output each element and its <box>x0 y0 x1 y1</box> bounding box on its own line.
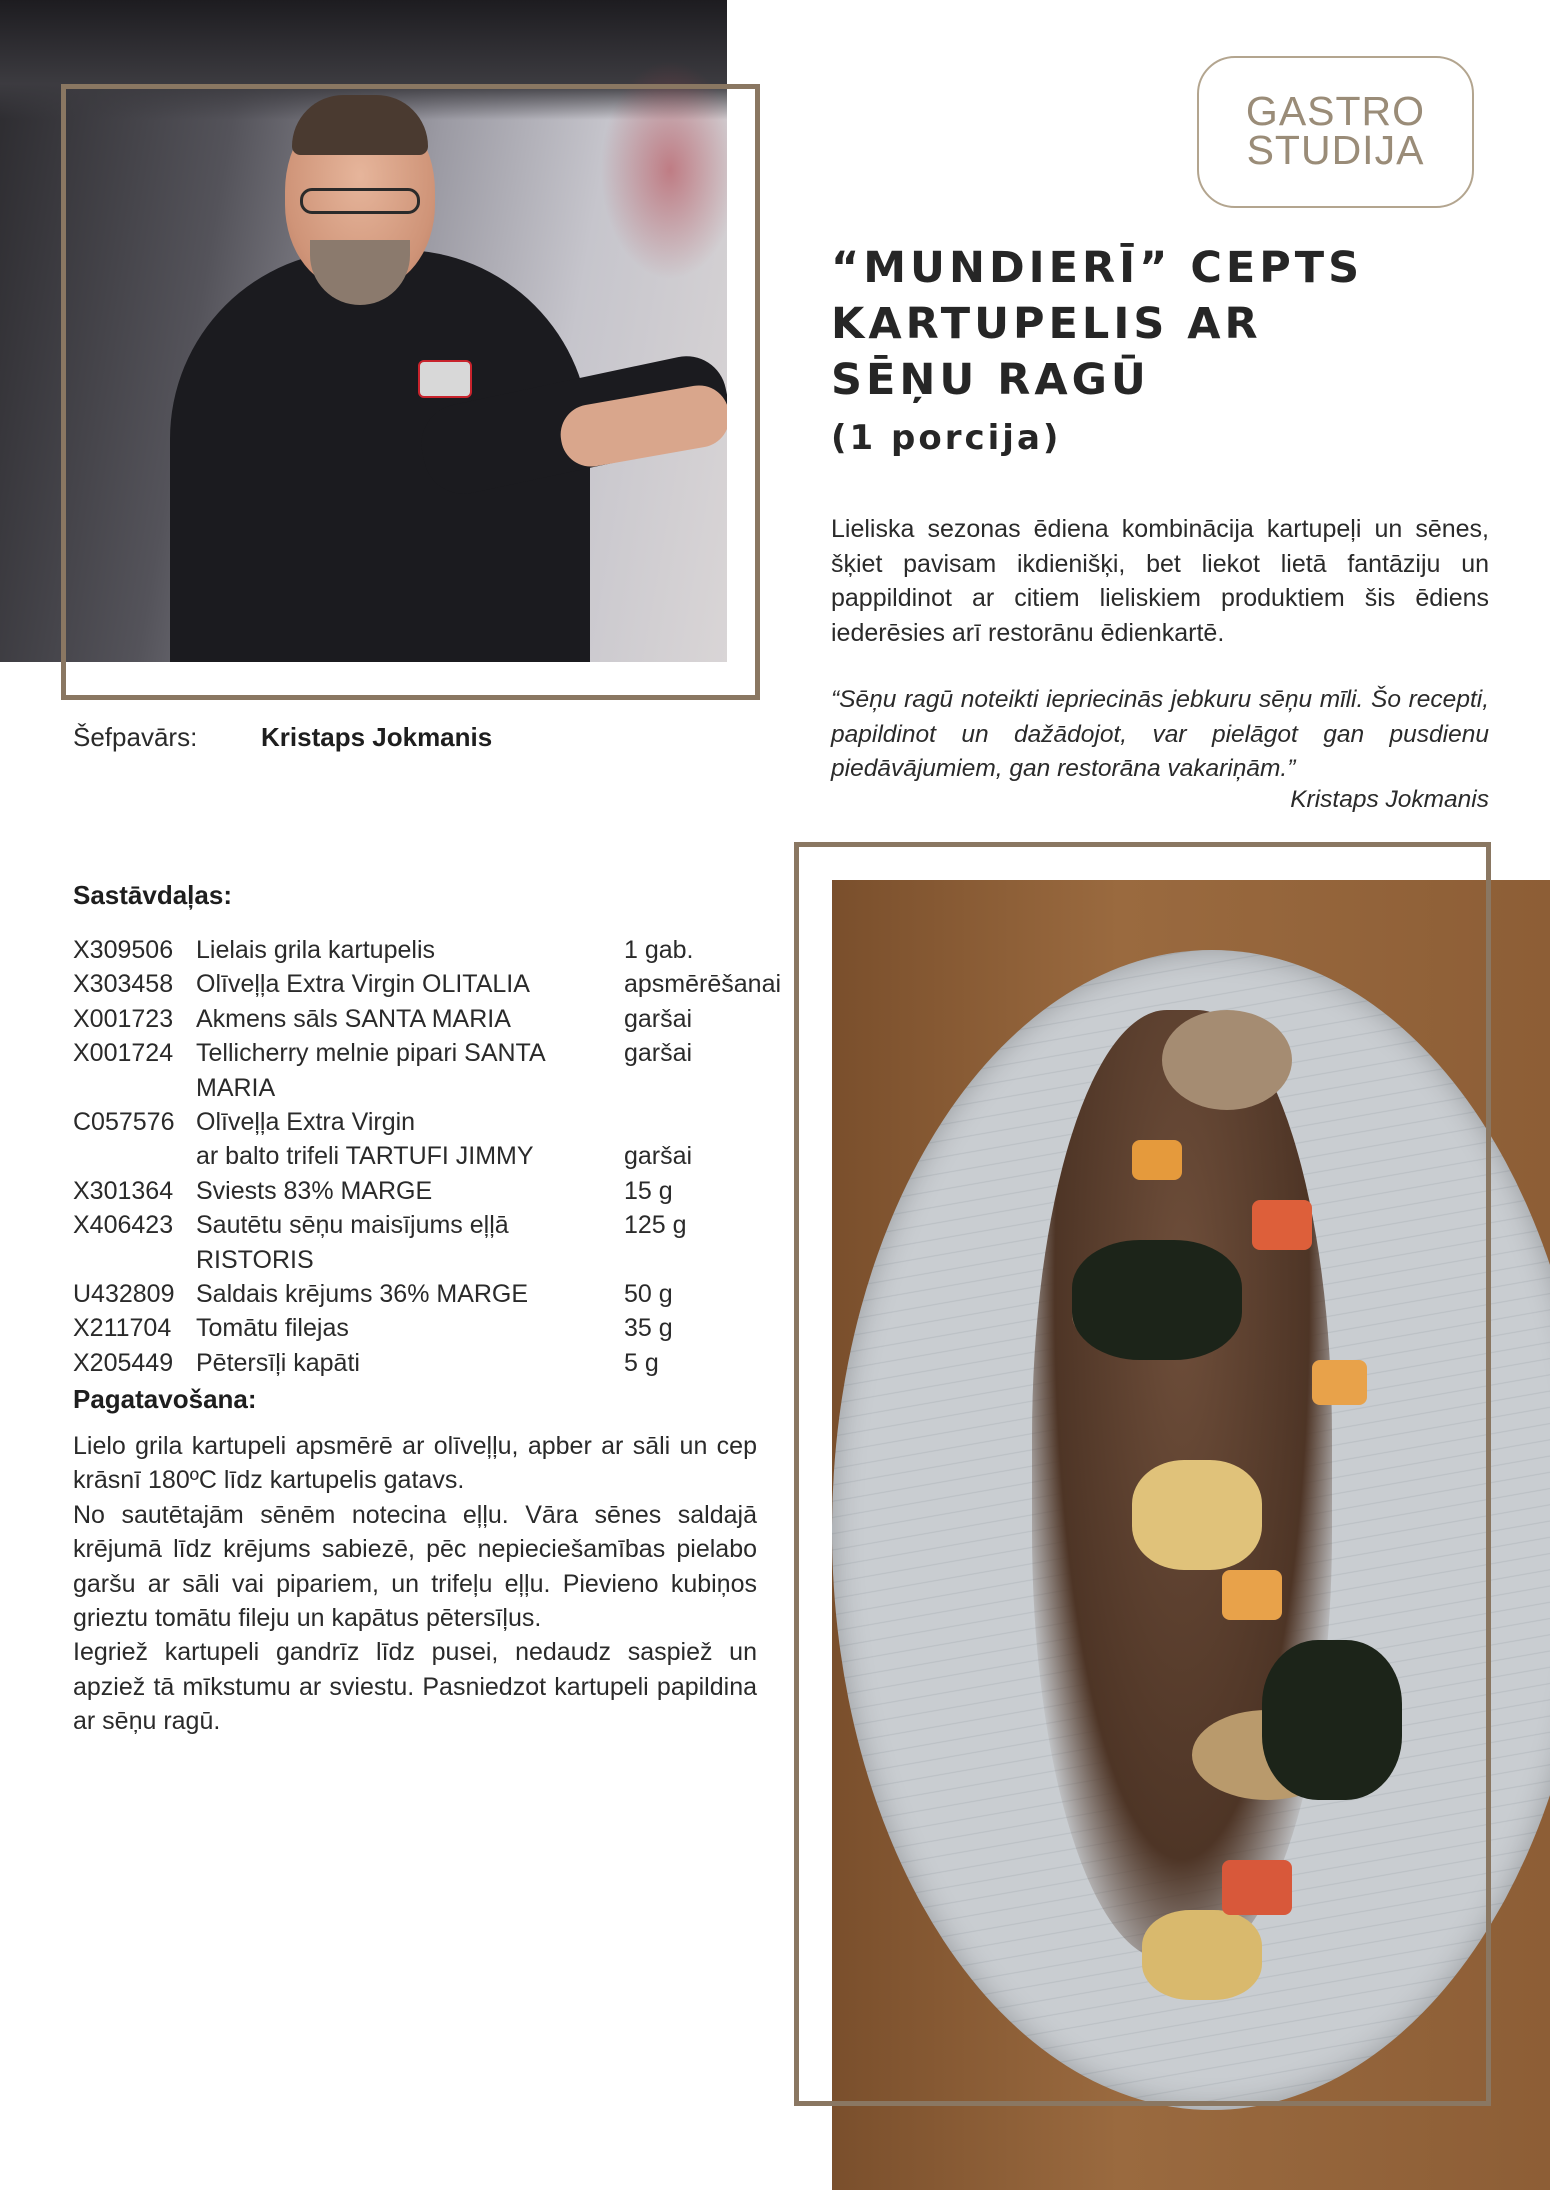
logo-line-2: STUDIJA <box>1246 127 1425 173</box>
ingredient-code <box>73 1139 196 1173</box>
ingredient-name: Olīveļļa Extra Virgin OLITALIA <box>196 970 530 999</box>
ingredient-row <box>73 933 773 967</box>
ingredient-code: C057576 <box>73 1108 175 1137</box>
ingredient-name: Sautētu sēņu maisījums eļļā RISTORIS <box>196 1211 509 1274</box>
preparation-heading: Pagatavošana: <box>73 1384 257 1414</box>
ingredient-name: Lielais grila kartupelis <box>196 936 436 964</box>
portion-label: (1 porcija) <box>831 418 1062 458</box>
ingredient-qty: 125 g <box>624 1211 687 1240</box>
ingredient-qty: 50 g <box>624 1280 673 1309</box>
ingredient-code: X001723 <box>73 1004 174 1033</box>
ingredient-code: X211704 <box>73 1314 172 1343</box>
ingredient-row <box>73 1036 773 1105</box>
ingredient-row <box>73 1208 773 1277</box>
dish-photo-frame <box>794 842 1491 2106</box>
ingredient-qty: garšai <box>624 1004 693 1033</box>
ingredient-row <box>73 967 782 1001</box>
ingredient-name: ar balto trifeli TARTUFI JIMMY <box>196 1142 534 1171</box>
ingredients-list <box>73 933 782 1380</box>
ingredient-qty: 35 g <box>624 1314 673 1343</box>
preparation-text <box>73 1429 757 1739</box>
ingredient-code: X406423 <box>73 1211 174 1240</box>
ingredient-name: Tellicherry melnie pipari SANTA MARIA <box>196 1039 545 1102</box>
ingredient-qty: 1 gab. <box>624 936 694 964</box>
ingredient-qty: garšai <box>624 1039 693 1068</box>
chef-photo-frame <box>61 84 760 700</box>
recipe-title <box>831 240 1491 408</box>
title-line-2: KARTUPELIS AR <box>831 299 1262 349</box>
ingredient-code: X205449 <box>73 1348 174 1377</box>
ingredient-qty: apsmērēšanai <box>624 970 782 999</box>
preparation-step: Iegriež kartupeli gandrīz līdz pusei, nedaudz saspiež un apziež tā mīkstumu ar sviestu. Pasniedzot kartupeli papildina ar sēņu ragū. <box>73 1638 757 1736</box>
chef-label: Šefpavārs: <box>73 722 198 752</box>
quote-author: Kristaps Jokmanis <box>1290 786 1489 813</box>
ingredient-name: Sviests 83% MARGE <box>196 1176 433 1205</box>
title-line-3: SĒŅU RAGŪ <box>831 355 1150 405</box>
ingredient-name: Olīveļļa Extra Virgin <box>196 1108 416 1137</box>
title-line-1: “MUNDIERĪ” CEPTS <box>831 243 1364 293</box>
ingredient-code: X303458 <box>73 970 174 999</box>
ingredient-code: X001724 <box>73 1039 174 1068</box>
ingredient-row <box>73 1139 773 1173</box>
ingredient-row <box>73 1174 773 1208</box>
preparation-step: Lielo grila kartupeli apsmērē ar olīveļļu, apber ar sāli un cep krāsnī 180ºC līdz kartupelis gatavs. <box>73 1432 757 1495</box>
ingredients-heading: Sastāvdaļas: <box>73 880 232 910</box>
chef-quote: “Sēņu ragū noteikti iepriecinās jebkuru sēņu mīli. Šo recepti, papildinot un dažādojot, var pielāgot gan pusdienu piedāvājumiem, gan restorāna vakariņām.” <box>831 686 1489 782</box>
ingredient-row <box>73 1277 773 1311</box>
ingredient-qty: 5 g <box>624 1348 659 1377</box>
ingredient-qty: garšai <box>624 1142 693 1171</box>
gastro-studija-logo <box>1197 56 1474 208</box>
ingredient-name: Tomātu filejas <box>196 1314 349 1343</box>
ingredient-name: Saldais krējums 36% MARGE <box>196 1280 529 1309</box>
ingredient-row <box>73 1311 773 1345</box>
ingredient-row <box>73 1002 773 1036</box>
chef-name: Kristaps Jokmanis <box>261 722 493 752</box>
ingredient-code: X309506 <box>73 936 174 964</box>
logo-line-1: GASTRO <box>1245 88 1426 134</box>
ingredient-code: U432809 <box>73 1280 175 1309</box>
preparation-step: No sautētajām sēnēm notecina eļļu. Vāra sēnes saldajā krējumā līdz krējums sabiezē, pēc nepieciešamības pielabo garšu ar sāli vai pipariem, un trifeļu eļļu. Pievieno kubiņos grieztu tomātu fileju un kapātus pētersīļus. <box>73 1500 757 1633</box>
ingredient-name: Pētersīļi kapāti <box>196 1348 360 1377</box>
ingredient-name: Akmens sāls SANTA MARIA <box>196 1004 511 1033</box>
ingredient-row <box>73 1346 773 1380</box>
ingredient-row <box>73 1105 773 1139</box>
ingredient-code: X301364 <box>73 1176 174 1205</box>
recipe-intro: Lieliska sezonas ēdiena kombinācija kartupeļi un sēnes, šķiet pavisam ikdienišķi, bet liekot lietā fantāziju un pappildinot ar citiem lieliskiem produktiem šis ēdiens iederēsies arī restorānu ēdienkartē. <box>831 515 1489 647</box>
ingredient-qty: 15 g <box>624 1176 673 1205</box>
